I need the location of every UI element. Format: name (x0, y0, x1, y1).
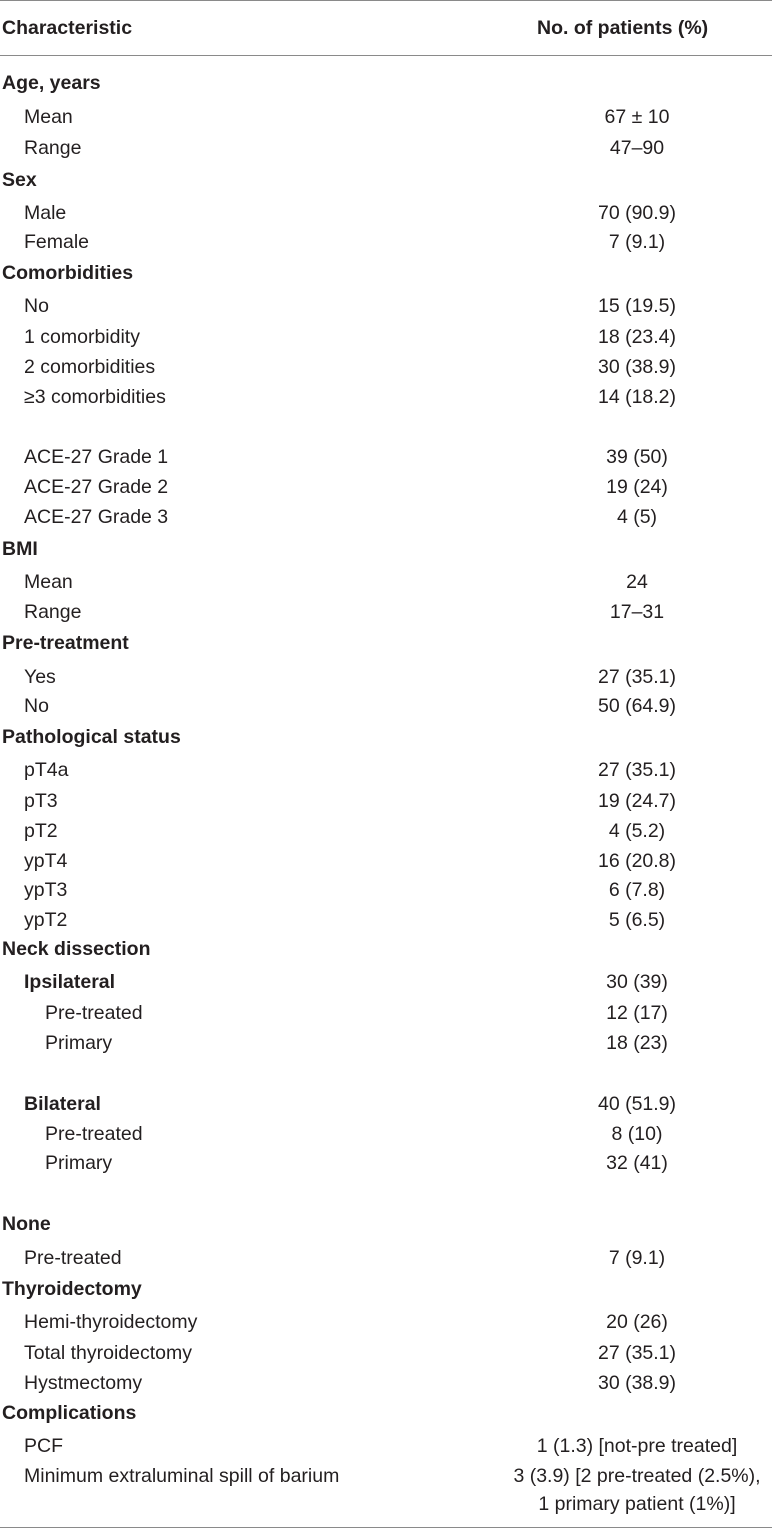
row-label: No (24, 295, 49, 317)
row-label: No (24, 695, 49, 717)
row-value: 17–31 (609, 601, 665, 623)
section-comorbidities: Comorbidities (2, 262, 134, 284)
column-header-characteristic: Characteristic (2, 17, 133, 39)
row-value: 1 (1.3) [not-pre treated] (536, 1435, 738, 1457)
row-label: Primary (45, 1032, 113, 1054)
section-pathological-status: Pathological status (2, 726, 181, 748)
row-value: 30 (38.9) (597, 1372, 677, 1394)
header-divider-rule (0, 55, 772, 56)
subsection-ipsilateral: Ipsilateral (24, 971, 116, 993)
row-value: 27 (35.1) (597, 1342, 677, 1364)
row-label: ACE-27 Grade 1 (24, 446, 169, 468)
row-label: pT4a (24, 759, 69, 781)
row-value: 15 (19.5) (597, 295, 677, 317)
table-bottom-rule (0, 1527, 772, 1528)
row-value: 67 ± 10 (604, 106, 670, 128)
row-label: Pre-treated (45, 1002, 143, 1024)
row-label: Mean (24, 106, 73, 128)
row-label: ypT3 (24, 879, 68, 901)
section-age: Age, years (2, 72, 101, 94)
row-label: Male (24, 202, 67, 224)
row-value: 16 (20.8) (597, 850, 677, 872)
row-label: Primary (45, 1152, 113, 1174)
row-label: ypT4 (24, 850, 68, 872)
row-value: 47–90 (609, 137, 665, 159)
row-value: 27 (35.1) (597, 759, 677, 781)
row-value: 5 (6.5) (608, 909, 666, 931)
row-value: 6 (7.8) (608, 879, 666, 901)
row-value: 19 (24) (606, 476, 668, 498)
section-pre-treatment: Pre-treatment (2, 632, 129, 654)
row-label: 2 comorbidities (24, 356, 156, 378)
row-value: 18 (23.4) (597, 326, 677, 348)
row-label: Range (24, 601, 82, 623)
section-bmi: BMI (2, 538, 38, 560)
row-label: Minimum extraluminal spill of barium (24, 1465, 340, 1487)
row-value: 30 (38.9) (597, 356, 677, 378)
row-label: Hemi-thyroidectomy (24, 1311, 198, 1333)
row-value: 24 (626, 571, 648, 593)
row-value: 70 (90.9) (597, 202, 677, 224)
row-label: ACE-27 Grade 2 (24, 476, 169, 498)
row-value: 18 (23) (606, 1032, 668, 1054)
row-value: 12 (17) (606, 1002, 668, 1024)
row-value: 3 (3.9) [2 pre-treated (2.5%), (513, 1465, 761, 1487)
row-value: 32 (41) (606, 1152, 668, 1174)
column-header-patients: No. of patients (%) (537, 17, 709, 39)
row-value: 40 (51.9) (597, 1093, 677, 1115)
row-label: PCF (24, 1435, 63, 1457)
row-label: ≥3 comorbidities (24, 386, 166, 408)
section-complications: Complications (2, 1402, 137, 1424)
row-label: Yes (24, 666, 56, 688)
row-label: Hystmectomy (24, 1372, 143, 1394)
row-label: Mean (24, 571, 73, 593)
row-label: Total thyroidectomy (24, 1342, 192, 1364)
row-label: Range (24, 137, 82, 159)
row-label: pT2 (24, 820, 58, 842)
row-label: Pre-treated (45, 1123, 143, 1145)
row-value: 14 (18.2) (597, 386, 677, 408)
subsection-bilateral: Bilateral (24, 1093, 101, 1115)
row-label: Female (24, 231, 90, 253)
section-thyroidectomy: Thyroidectomy (2, 1278, 142, 1300)
row-value: 7 (9.1) (608, 1247, 666, 1269)
row-label: 1 comorbidity (24, 326, 140, 348)
row-value: 39 (50) (606, 446, 668, 468)
row-value: 4 (5) (616, 506, 658, 528)
row-label: Pre-treated (24, 1247, 122, 1269)
row-value-continued: 1 primary patient (1%)] (538, 1493, 736, 1515)
row-label: ACE-27 Grade 3 (24, 506, 169, 528)
row-label: pT3 (24, 790, 58, 812)
row-label: ypT2 (24, 909, 68, 931)
row-value: 4 (5.2) (608, 820, 666, 842)
row-value: 20 (26) (606, 1311, 668, 1333)
row-value: 27 (35.1) (597, 666, 677, 688)
section-none: None (2, 1213, 51, 1235)
row-value: 30 (39) (606, 971, 668, 993)
section-neck-dissection: Neck dissection (2, 938, 151, 960)
row-value: 19 (24.7) (597, 790, 677, 812)
table-top-rule (0, 0, 772, 1)
section-sex: Sex (2, 169, 37, 191)
row-value: 50 (64.9) (597, 695, 677, 717)
row-value: 7 (9.1) (608, 231, 666, 253)
row-value: 8 (10) (611, 1123, 663, 1145)
